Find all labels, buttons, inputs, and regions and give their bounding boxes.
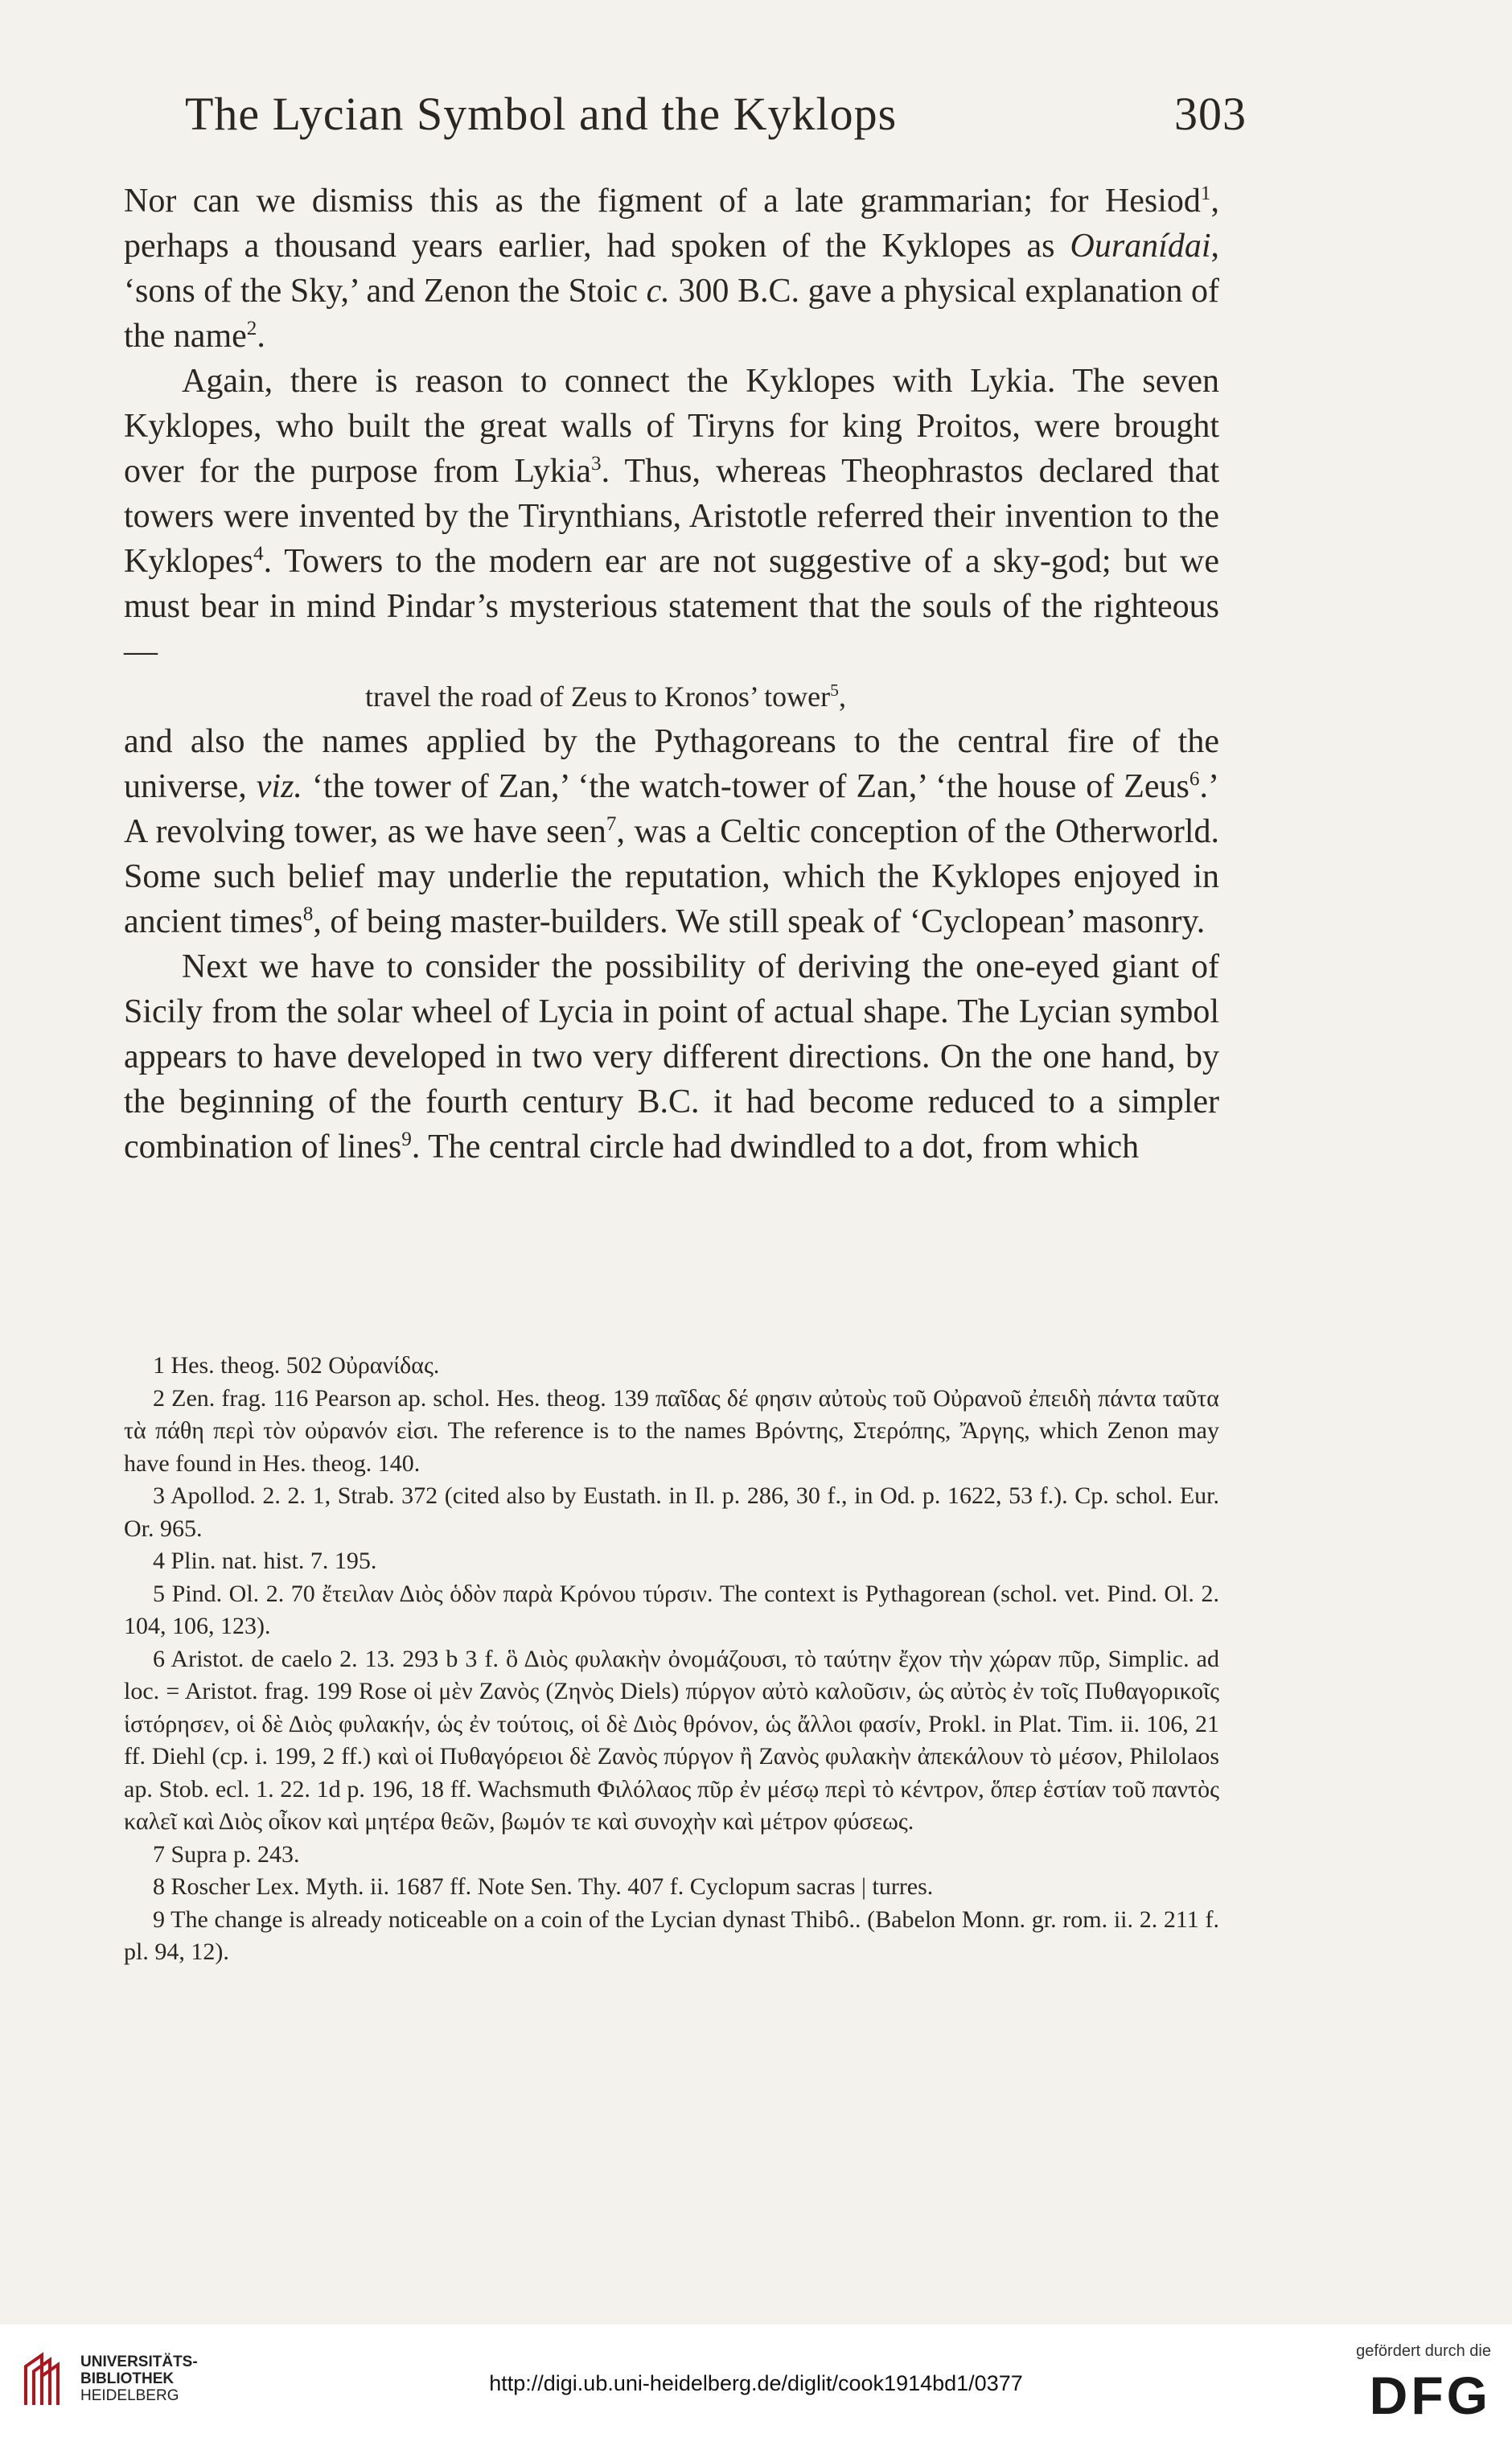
footnote-ref: 3 [591, 453, 602, 475]
footnotes [124, 1350, 1219, 1969]
funding-credit[interactable] [1356, 2342, 1491, 2425]
footnote: 8 Roscher Lex. Myth. ii. 1687 ff. Note Sen. Thy. 407 f. Cyclopum sacras | turres. [153, 1873, 934, 1900]
text-run: , ‘sons of the Sky,’ and Zenon the Stoic [124, 228, 1219, 310]
text-run: travel the road of Zeus to Kronos’ tower [365, 680, 831, 713]
footnote-ref: 1 [1200, 183, 1211, 204]
paragraph-1 [124, 179, 1219, 359]
footnote: 5 Pind. Ol. 2. 70 ἔτειλαν Διὸς ὁδὸν παρὰ Κρόνου τύρσιν. The context is Pythagorean (schol. vet. Pind. Ol. 2. 104, 106, 123). [124, 1580, 1219, 1639]
footnote: 3 Apollod. 2. 2. 1, Strab. 372 (cited also by Eustath. in Il. p. 286, 30 f., in Od. p. 1622, 53 f.). Cp. schol. Eur. Or. 965. [124, 1482, 1219, 1542]
text-run: , of being master-builders. We still speak of ‘Cyclopean’ masonry. [313, 903, 1206, 940]
text-run: . The central circle had dwindled to a dot, from which [411, 1128, 1140, 1165]
footnote: 2 Zen. frag. 116 Pearson ap. schol. Hes. theog. 139 παῖδας δέ φησιν αὐτοὺς τοῦ Οὐρανοῦ ἐπειδὴ πάντα ταῦτα τὰ πάθη περὶ τὸν οὐρανόν εἰσι. The reference is to the names Βρόντης, Στερόπης, Ἄργης, which Zenon may have found in Hes. theog. 140. [124, 1384, 1219, 1477]
running-head [185, 87, 1247, 141]
digitization-footer [0, 2325, 1512, 2446]
italic-term: viz. [256, 768, 302, 805]
footnote-ref: 7 [606, 813, 617, 835]
footnote: 4 Plin. nat. hist. 7. 195. [153, 1548, 377, 1574]
text-run: , [838, 680, 846, 713]
text-run: Next we have to consider the possibility of deriving the one-eyed giant of Sicily from the solar wheel of Lycia in point of actual shape. The Lycian symbol appears to have developed in two very different directions. On the one hand, by the beginning of the fourth century B.C. it had become reduced to a simpler combination of lines [124, 948, 1219, 1165]
funding-label: gefördert durch die [1356, 2342, 1491, 2360]
footnote: 6 Aristot. de caelo 2. 13. 293 b 3 f. ὃ Διὸς φυλακὴν ὀνομάζουσι, τὸ ταύτην ἔχον τὴν χώραν πῦρ, Simplic. ad loc. = Aristot. frag. 199 Rose οἱ μὲν Ζανὸς (Ζηνὸς Diels) πύργον αὐτὸ καλοῦσιν, ὡς αὐτὸς ἐν τοῖς Πυθαγορικοῖς ἱστόρησεν, οἱ δὲ Διὸς φυλακήν, ὡς ἐν τούτοις, οἱ δὲ Διὸς θρόνον, ὡς ἄλλοι φασίν, Prokl. in Plat. Tim. ii. 106, 21 ff. Diehl (cp. i. 199, 2 ff.) καὶ οἱ Πυθαγόρειοι δὲ Ζανὸς πύργον ἢ Ζανὸς φυλακὴν ἀπεκάλουν τὸ μέσον, Philolaos ap. Stob. ecl. 1. 22. 1d p. 196, 18 ff. Wachsmuth Φιλόλαος πῦρ ἐν μέσῳ περὶ τὸ κέντρον, ὅπερ ἑστίαν τοῦ παντὸς καλεῖ καὶ Διὸς οἶκον καὶ μητέρα θεῶν, βωμόν τε καὶ συνοχὴν καὶ μέτρον φύσεως. [124, 1645, 1219, 1835]
permalink-url[interactable]: http://digi.ub.uni-heidelberg.de/diglit/cook1914bd1/0377 [489, 2371, 1023, 2395]
text-run: .’ A revolving tower, as we have seen [124, 768, 1219, 850]
text-run: and also the names applied by the Pythagoreans to the central fire of the universe, [124, 723, 1219, 805]
paragraph-2 [124, 359, 1219, 674]
library-line: HEIDELBERG [80, 2386, 179, 2404]
footnote-ref: 8 [302, 903, 314, 925]
page-number: 303 [1174, 88, 1247, 140]
library-line: UNIVERSITÄTS- [80, 2353, 198, 2370]
paragraph-3 [124, 719, 1219, 944]
paragraph-4 [124, 944, 1219, 1170]
text-run: . Towers to the modern ear are not suggestive of a sky-god; but we must bear in mind Pindar’s mysterious statement that the souls of the righteous— [124, 543, 1219, 670]
text-run: , perhaps a thousand years earlier, had spoken of the Kyklopes as [124, 183, 1219, 265]
footnote: 7 Supra p. 243. [153, 1840, 300, 1868]
body-text [124, 179, 1219, 1170]
footnote-ref: 5 [830, 680, 839, 700]
italic-term: c. [646, 273, 670, 310]
footnote-ref: 2 [246, 318, 257, 339]
text-run: ‘the tower of Zan,’ ‘the watch-tower of Zan,’ ‘the house of Zeus [302, 768, 1189, 805]
verse-quotation [124, 674, 1219, 719]
text-run: . [257, 318, 265, 355]
footnote-ref: 6 [1189, 768, 1200, 790]
library-line: BIBLIOTHEK [80, 2370, 175, 2387]
running-title: The Lycian Symbol and the Kyklops [185, 88, 898, 140]
text-run: 300 B.C. gave a physical explanation of the name [124, 273, 1219, 355]
text-run: , was a Celtic conception of the Otherworld. Some such belief may underlie the reputation, which the Kyklopes enjoyed in ancient times [124, 813, 1220, 940]
footnote: 9 The change is already noticeable on a coin of the Lycian dynast Thibô.. (Babelon Monn. gr. rom. ii. 2. 211 f. pl. 94, 12). [124, 1905, 1219, 1965]
text-run: Nor can we dismiss this as the figment of a late grammarian; for Hesiod [124, 183, 1201, 220]
footnote-ref: 4 [253, 543, 264, 565]
footnote: 1 Hes. theog. 502 Οὐρανίδας. [153, 1352, 440, 1379]
dfg-logo: DFG [1369, 2366, 1491, 2425]
text-run: Again, there is reason to connect the Kyklopes with Lykia. The seven Kyklopes, who built the great walls of Tiryns for king Proitos, were brought over for the purpose from Lykia [124, 363, 1219, 490]
footnote-ref: 9 [401, 1128, 412, 1150]
italic-term: Ouranídai [1070, 228, 1211, 265]
text-run: . Thus, whereas Theophrastos declared that towers were invented by the Tirynthians, Aristotle referred their invention to the Kyklopes [124, 453, 1219, 580]
